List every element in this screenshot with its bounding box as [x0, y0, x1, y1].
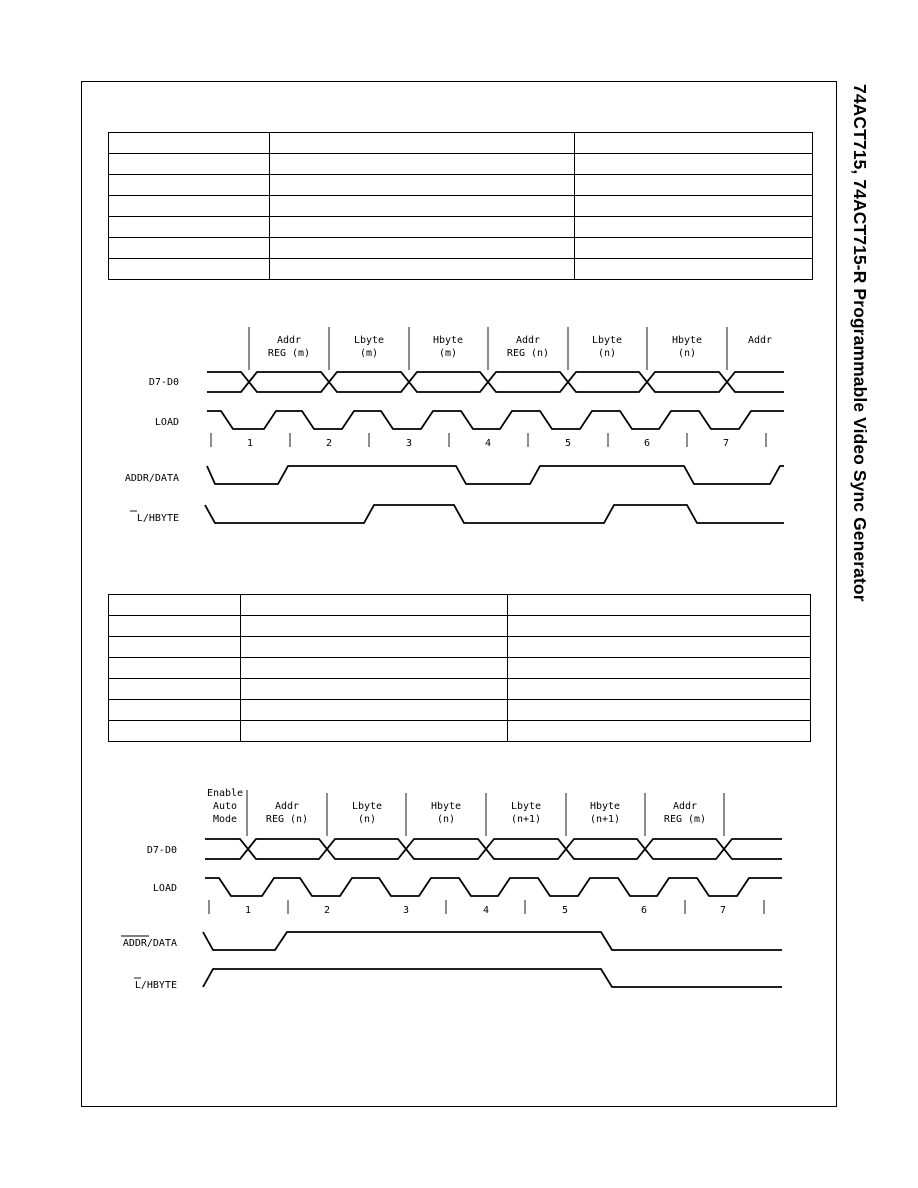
column-header: Lbyte: [510, 801, 542, 812]
column-header: (m): [359, 348, 379, 359]
table-row: [109, 154, 813, 175]
cycle-number: 4: [482, 905, 490, 916]
cycle-number: 3: [405, 438, 413, 449]
table-row: [109, 175, 813, 196]
column-header: Addr: [276, 335, 302, 346]
column-header: REG (n): [265, 814, 309, 825]
timing-diagram-2: [0, 780, 918, 1000]
cycle-number: 6: [640, 905, 648, 916]
table-row: [109, 679, 811, 700]
column-header: Hbyte: [432, 335, 464, 346]
column-header: (n+1): [589, 814, 621, 825]
table-row: [109, 217, 813, 238]
column-header: (n): [436, 814, 456, 825]
bus-d7-d0: [205, 839, 782, 859]
cycle-number: 4: [484, 438, 492, 449]
column-header: Mode: [212, 814, 238, 825]
column-header: Addr: [747, 335, 773, 346]
table-row: [109, 637, 811, 658]
column-header: (m): [438, 348, 458, 359]
column-header: REG (m): [663, 814, 707, 825]
svg-text:L/HBYTE: L/HBYTE: [136, 513, 179, 524]
cycle-number: 2: [325, 438, 333, 449]
register-table-2: [108, 594, 811, 742]
table-row: [109, 595, 811, 616]
column-header: Addr: [515, 335, 541, 346]
table-row: [109, 658, 811, 679]
column-header: Addr: [274, 801, 300, 812]
signal-label: LOAD: [154, 417, 179, 428]
table-row: [109, 133, 813, 154]
column-header: Hbyte: [589, 801, 621, 812]
cycle-number: 5: [564, 438, 572, 449]
signal-label-addr-data: [121, 936, 177, 949]
signal-addr-data: [207, 466, 784, 484]
column-header: (n): [357, 814, 377, 825]
cycle-number: 7: [719, 905, 727, 916]
column-header: Hbyte: [671, 335, 703, 346]
cycle-number: 7: [722, 438, 730, 449]
signal-load: [207, 411, 784, 429]
cycle-number: 1: [244, 905, 252, 916]
column-header: Lbyte: [591, 335, 623, 346]
register-table-1: [108, 132, 813, 280]
signal-label: LOAD: [152, 883, 177, 894]
cycle-number: 5: [561, 905, 569, 916]
table-row: [109, 616, 811, 637]
column-header: REG (m): [267, 348, 311, 359]
signal-l-hbyte: [205, 505, 784, 523]
cycle-number: 6: [643, 438, 651, 449]
side-title-text: 74ACT715, 74ACT715-R Programmable Video Sync Generator: [850, 84, 870, 602]
svg-text:L/HBYTE: L/HBYTE: [134, 980, 177, 991]
column-header: Lbyte: [353, 335, 385, 346]
table-row: [109, 196, 813, 217]
bus-d7-d0: [207, 372, 784, 392]
signal-label-lhbyte: [130, 511, 179, 524]
signal-label: D7-D0: [146, 845, 177, 856]
column-header: Enable: [206, 788, 244, 799]
signal-l-hbyte: [203, 969, 782, 987]
signal-load: [205, 878, 782, 896]
table-row: [109, 259, 813, 280]
table-row: [109, 721, 811, 742]
cycle-number: 1: [246, 438, 254, 449]
cycle-number: 3: [402, 905, 410, 916]
svg-text:ADDR/DATA: ADDR/DATA: [122, 938, 177, 949]
column-header: (n): [677, 348, 697, 359]
table-row: [109, 700, 811, 721]
table-row: [109, 238, 813, 259]
cycle-number: 2: [323, 905, 331, 916]
column-header: (n+1): [510, 814, 542, 825]
column-header: Hbyte: [430, 801, 462, 812]
signal-label-lhbyte: [134, 978, 177, 991]
column-header: (n): [597, 348, 617, 359]
column-header: REG (n): [506, 348, 550, 359]
signal-label: ADDR/DATA: [124, 473, 179, 484]
column-header: Lbyte: [351, 801, 383, 812]
signal-label: D7-D0: [148, 377, 179, 388]
timing-diagram-1: [0, 320, 918, 540]
column-header: Addr: [672, 801, 698, 812]
signal-addr-data: [203, 932, 782, 950]
column-header: Auto: [212, 801, 238, 812]
